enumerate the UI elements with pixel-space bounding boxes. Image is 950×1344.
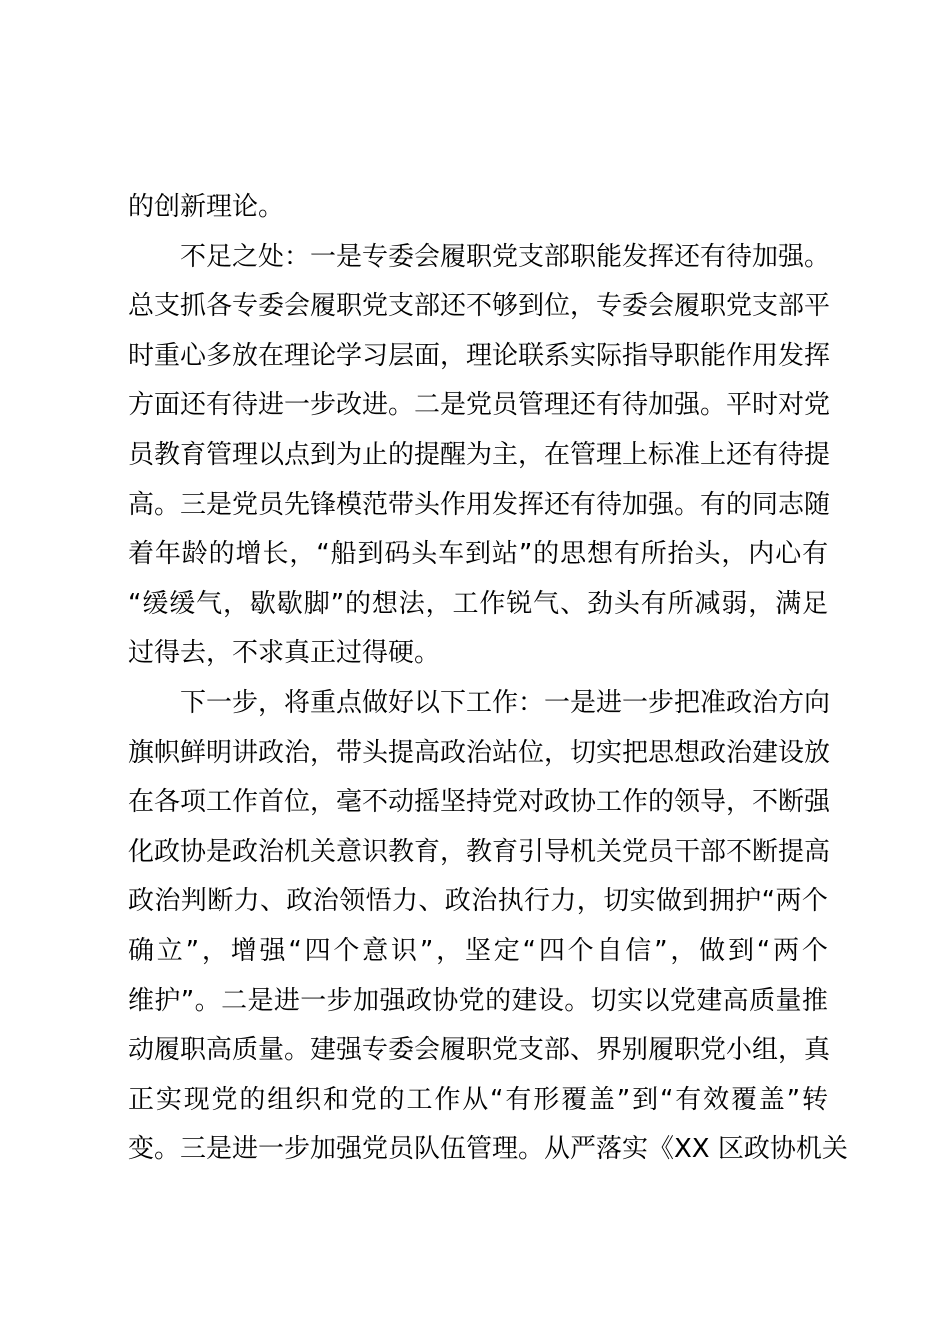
text-line: “缓缓气，歇歇脚”的想法，工作锐气、劲头有所减弱，满足 [128, 588, 829, 619]
document-body [128, 183, 848, 1175]
text-line: 下一步，将重点做好以下工作：一是进一步把准政治方向 [180, 687, 831, 718]
text-line: 员教育管理以点到为止的提醒为主，在管理上标准上还有待提 [128, 439, 831, 470]
text-line: 不足之处：一是专委会履职党支部职能发挥还有待加强。 [180, 241, 831, 272]
text-line: 变。三是进一步加强党员队伍管理。从严落实《XX 区政协机关 [128, 1134, 848, 1165]
text-line: 过得去，不求真正过得硬。 [128, 638, 441, 669]
text-line: 时重心多放在理论学习层面，理论联系实际指导职能作用发挥 [128, 340, 831, 371]
text-line: 政治判断力、政治领悟力、政治执行力，切实做到拥护“两个 [128, 886, 829, 917]
text-line: 方面还有待进一步改进。二是党员管理还有待加强。平时对党 [128, 390, 831, 421]
text-line: 着年龄的增长，“船到码头车到站”的思想有所抬头，内心有 [128, 539, 829, 570]
text-line: 的创新理论。 [128, 192, 285, 222]
text-line: 旗帜鲜明讲政治，带头提高政治站位，切实把思想政治建设放 [128, 737, 831, 768]
text-line: 维护”。二是进一步加强政协党的建设。切实以党建高质量推 [128, 985, 829, 1016]
text-line: 高。三是党员先锋模范带头作用发挥还有待加强。有的同志随 [128, 489, 831, 520]
text-line: 化政协是政治机关意识教育，教育引导机关党员干部不断提高 [128, 836, 831, 867]
text-line: 总支抓各专委会履职党支部还不够到位，专委会履职党支部平 [128, 291, 831, 322]
text-line: 确立”，增强“四个意识”，坚定“四个自信”，做到“两个 [128, 935, 831, 966]
text-line: 动履职高质量。建强专委会履职党支部、界别履职党小组，真 [128, 1035, 831, 1066]
text-line: 正实现党的组织和党的工作从“有形覆盖”到“有效覆盖”转 [128, 1084, 830, 1115]
text-line: 在各项工作首位，毫不动摇坚持党对政协工作的领导，不断强 [128, 787, 831, 818]
